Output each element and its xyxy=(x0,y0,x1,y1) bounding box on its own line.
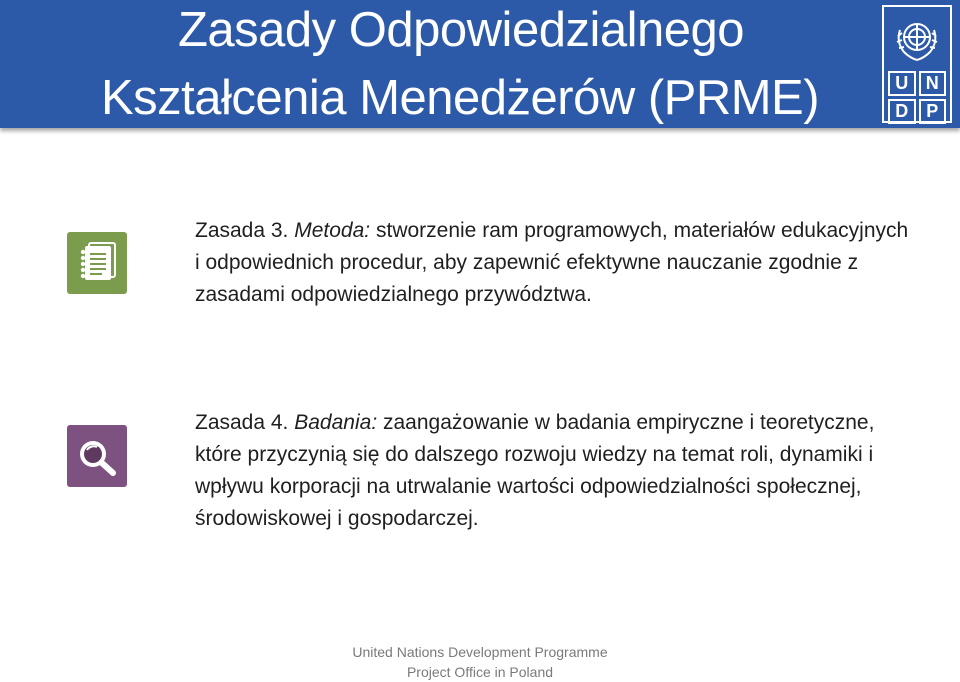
principle-4-description: zaangażowanie w badania empiryczne i teoretyczne, które przyczynią się do dalszego rozwoju wiedzy na temat roli, dynamiki i wpływu korporacji na utrwalanie wartości odpowiedzialności społecznej, środowiskowej i gospodarczej. xyxy=(195,411,875,530)
undp-letter-p: P xyxy=(919,99,947,124)
principle-3-icon-tile xyxy=(67,232,127,294)
principle-3-text xyxy=(195,215,915,311)
principle-3-method: Metoda: xyxy=(294,219,371,242)
undp-logo xyxy=(882,5,952,123)
magnifier-icon xyxy=(67,425,127,487)
undp-letter-n: N xyxy=(919,71,947,96)
header-bar xyxy=(0,0,960,128)
footer-office: Project Office in Poland xyxy=(406,664,554,680)
undp-letter-grid xyxy=(888,71,946,119)
principle-4-icon-tile xyxy=(67,425,127,487)
undp-letter-d: D xyxy=(888,99,916,124)
principle-4-name: Zasada 4. xyxy=(195,411,289,434)
principle-4-method: Badania: xyxy=(294,411,378,434)
undp-letter-u: U xyxy=(888,71,916,96)
principle-3-name: Zasada 3. xyxy=(195,219,289,242)
footer-organization: United Nations Development Programme xyxy=(352,644,608,660)
principle-4-text xyxy=(195,407,915,535)
notebook-icon xyxy=(67,232,127,294)
slide-title-line-2: Kształcenia Menedżerów (PRME) xyxy=(101,71,820,125)
principle-3-description: stworzenie ram programowych, materiałów edukacyjnych i odpowiednich procedur, aby zapewnić efektywne nauczanie zgodnie z zasadami odpowiedzialnego przywództwa. xyxy=(195,219,909,306)
slide-title-line-1: Zasady Odpowiedzialnego xyxy=(178,3,744,57)
un-emblem-icon xyxy=(890,12,944,66)
